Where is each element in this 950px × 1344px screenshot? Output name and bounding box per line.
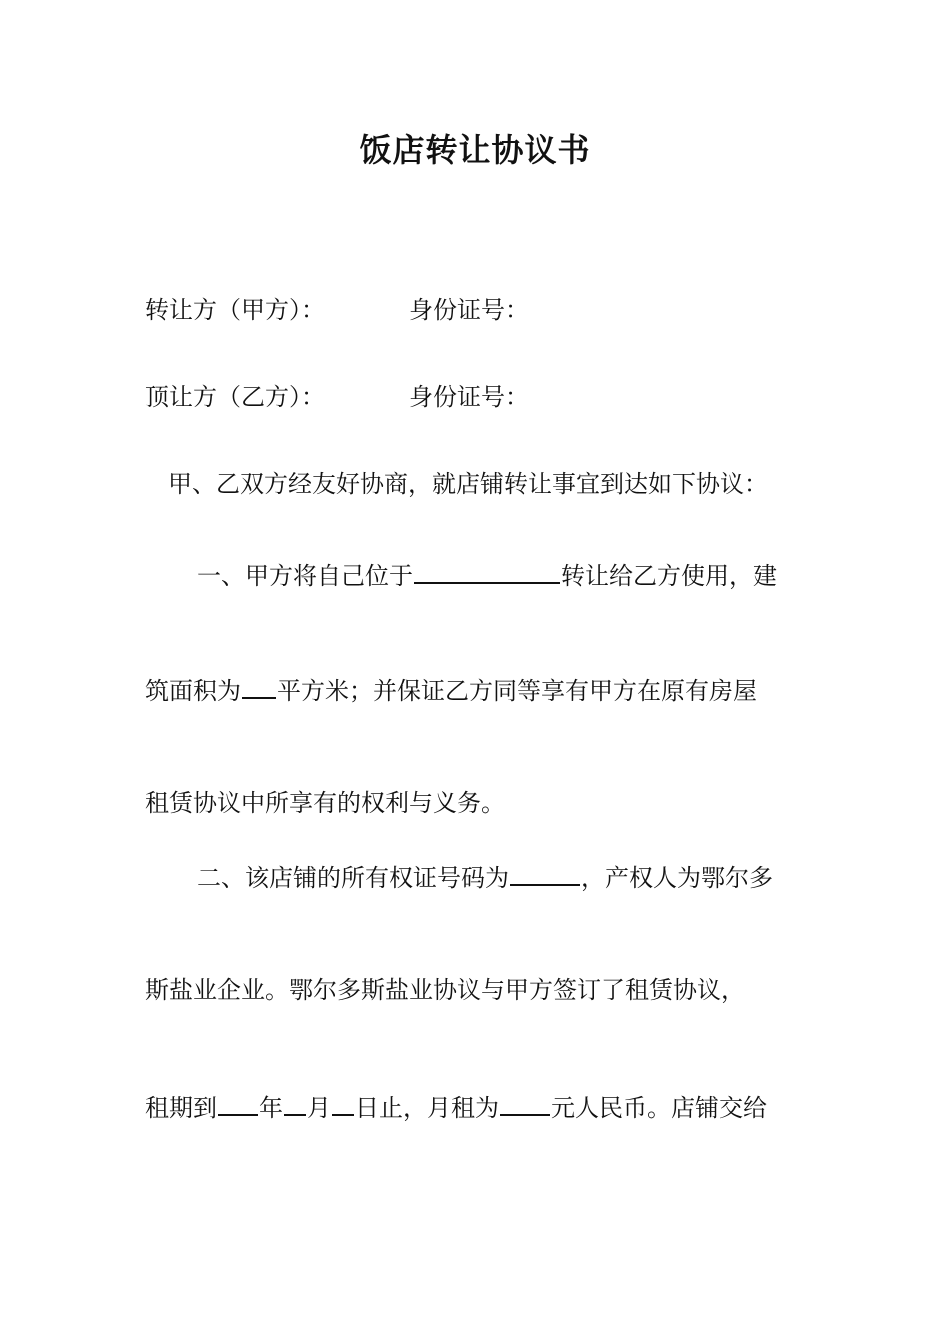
transferee-id-label: 身份证号： — [409, 383, 529, 411]
transferee-line — [145, 380, 529, 414]
clause1-line2-before: 筑面积为 — [145, 677, 241, 705]
year-label: 年 — [259, 1094, 283, 1122]
clause1-line1-before: 一、甲方将自己位于 — [197, 562, 413, 590]
day-blank — [332, 1088, 354, 1116]
month-label: 月 — [307, 1094, 331, 1122]
clause1-line3: 租赁协议中所享有的权利与义务。 — [145, 789, 505, 817]
clause1-line1-after: 转让给乙方使用，建 — [561, 562, 777, 590]
clause2-line1-after: ，产权人为鄂尔多 — [581, 864, 773, 892]
transferor-label: 转让方（甲方）： — [145, 296, 325, 324]
clause1-line2-after: 平方米；并保证乙方同等享有甲方在原有房屋 — [277, 677, 757, 705]
year-blank — [218, 1088, 258, 1116]
clause2-line2: 斯盐业企业。鄂尔多斯盐业协议与甲方签订了租赁协议， — [145, 976, 745, 1004]
day-rent-label: 日止，月租为 — [355, 1094, 499, 1122]
location-blank — [414, 556, 560, 584]
rent-blank — [500, 1088, 550, 1116]
transferor-id-label: 身份证号： — [409, 296, 529, 324]
transferor-line — [145, 293, 529, 327]
clause2-line3 — [145, 1088, 767, 1125]
area-blank — [242, 671, 276, 699]
preamble-paragraph: 甲、乙双方经友好协商，就店铺转让事宜到达如下协议： — [168, 470, 768, 498]
clause1-line1 — [197, 556, 777, 593]
lease-term-label: 租期到 — [145, 1094, 217, 1122]
clause2-line1 — [197, 858, 773, 895]
month-blank — [284, 1088, 306, 1116]
transferee-label: 顶让方（乙方）： — [145, 383, 325, 411]
clause2-line1-before: 二、该店铺的所有权证号码为 — [197, 864, 509, 892]
document-title: 饭店转让协议书 — [359, 131, 591, 169]
clause1-line2 — [145, 671, 757, 708]
rent-currency-text: 元人民币。店铺交给 — [551, 1094, 767, 1122]
certificate-number-blank — [510, 858, 580, 886]
